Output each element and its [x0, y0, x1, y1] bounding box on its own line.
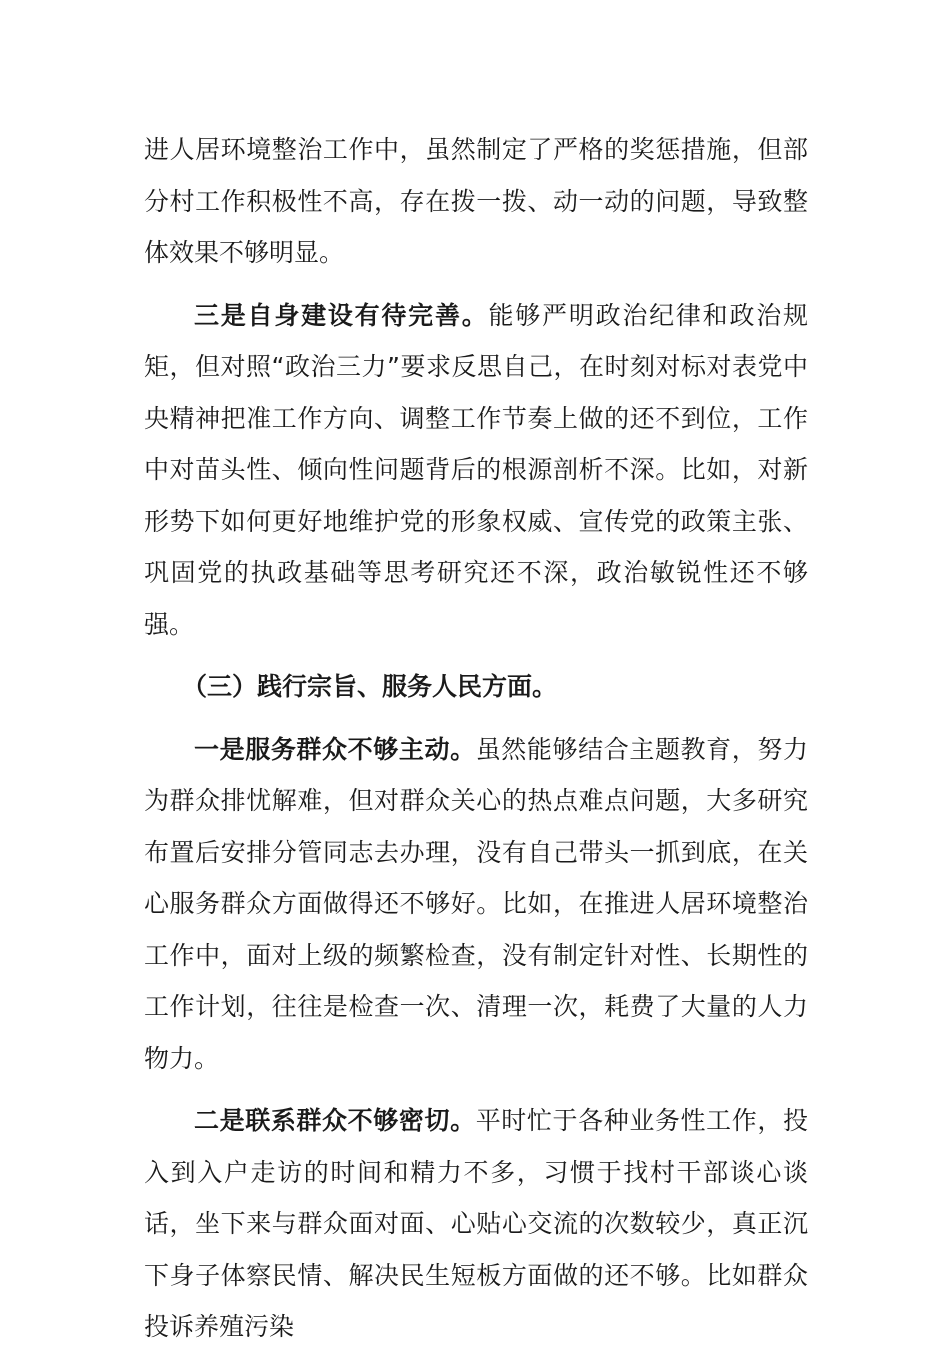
paragraph-self-construction [144, 290, 808, 651]
document-body [144, 124, 808, 1353]
paragraph-text: 虽然能够结合主题教育，努力为群众排忧解难，但对群众关心的热点难点问题，大多研究布置后安排分管同志去办理，没有自己带头一抓到底，在关心服务群众方面做得还不够好。比如，在推进人居环境整治工作中，面对上级的频繁检查，没有制定针对性、长期性的工作计划，往往是检查一次、清理一次，耗费了大量的人力物力。 [144, 734, 808, 1073]
paragraph-text: 平时忙于各种业务性工作，投入到入户走访的时间和精力不多，习惯于找村干部谈心谈话，坐下来与群众面对面、心贴心交流的次数较少，真正沉下身子体察民情、解决民生短板方面做的还不够。比如群众投诉养殖污染 [144, 1106, 808, 1341]
section-heading: （三）践行宗旨、服务人民方面。 [182, 672, 558, 701]
paragraph-contact-masses [144, 1095, 808, 1353]
paragraph-lead: 二是联系群众不够密切。 [194, 1106, 476, 1135]
paragraph-continuation [144, 124, 808, 279]
paragraph-text: 能够严明政治纪律和政治规矩，但对照“政治三力”要求反思自己，在时刻对标对表党中央精神把准工作方向、调整工作节奏上做的还不到位，工作中对苗头性、倾向性问题背后的根源剖析不深。比如，对新形势下如何更好地维护党的形象权威、宣传党的政策主张、巩固党的执政基础等思考研究还不深，政治敏锐性还不够强。 [144, 300, 808, 639]
paragraph-lead: 一是服务群众不够主动。 [194, 734, 476, 764]
paragraph-lead: 三是自身建设有待完善。 [194, 300, 489, 330]
paragraph-serve-masses [144, 724, 808, 1085]
paragraph-text: 进人居环境整治工作中，虽然制定了严格的奖惩措施，但部分村工作积极性不高，存在拨一拨、动一动的问题，导致整体效果不够明显。 [144, 135, 808, 267]
